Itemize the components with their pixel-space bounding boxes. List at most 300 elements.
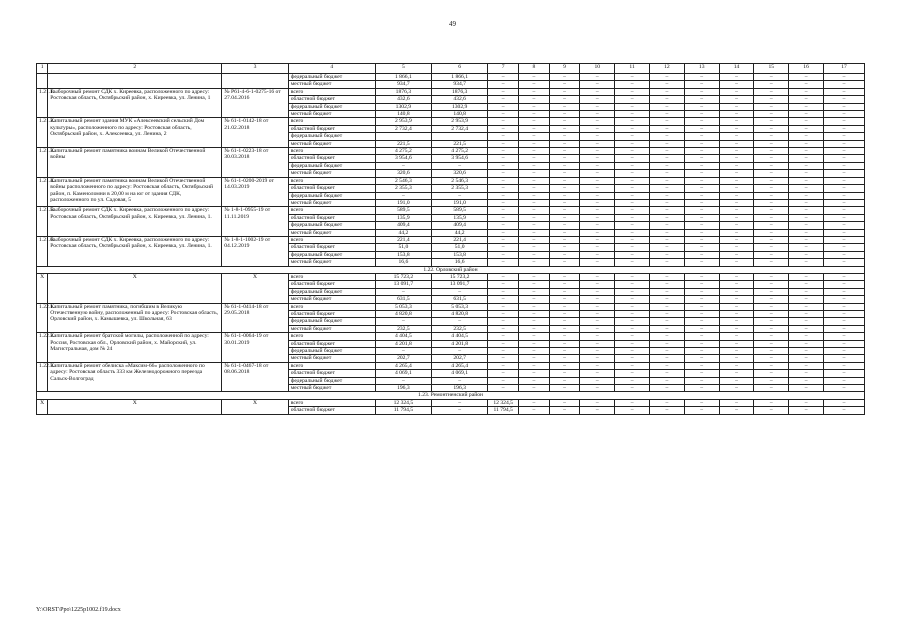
column-header: 16 xyxy=(789,64,824,74)
dash-cell: – xyxy=(823,111,864,118)
dash-cell: – xyxy=(580,273,615,280)
dash-cell: – xyxy=(719,192,754,199)
dash-cell: – xyxy=(580,162,615,169)
dash-cell: – xyxy=(754,325,789,332)
amount-cell: 15 723,2 xyxy=(432,273,488,280)
dash-cell: – xyxy=(488,385,519,392)
funding-source: федеральный бюджет xyxy=(288,318,375,325)
dash-cell: – xyxy=(789,333,824,340)
dash-cell: – xyxy=(580,229,615,236)
amount-cell: 4 069,1 xyxy=(375,370,431,377)
amount-cell: 2 732,4 xyxy=(432,125,488,132)
dash-cell: – xyxy=(789,340,824,347)
dash-cell: – xyxy=(488,311,519,318)
amount-cell: 202,7 xyxy=(432,355,488,362)
amount-cell: 4 069,1 xyxy=(432,370,488,377)
column-header: 4 xyxy=(288,64,375,74)
dash-cell: – xyxy=(789,370,824,377)
dash-cell: – xyxy=(488,288,519,295)
dash-cell: – xyxy=(719,318,754,325)
dash-cell: – xyxy=(754,103,789,110)
dash-cell: – xyxy=(580,111,615,118)
amount-cell: – xyxy=(432,288,488,295)
document-reference: № 61-1-0064-19 от 30.01.2019 xyxy=(222,333,289,363)
amount-cell: 409,4 xyxy=(432,222,488,229)
dash-cell: – xyxy=(789,177,824,184)
funding-source: федеральный бюджет xyxy=(288,251,375,258)
dash-cell: – xyxy=(488,96,519,103)
dash-cell: – xyxy=(684,385,719,392)
dash-cell: – xyxy=(488,355,519,362)
dash-cell: – xyxy=(684,118,719,125)
dash-cell: – xyxy=(754,318,789,325)
dash-cell: – xyxy=(615,370,650,377)
dash-cell: – xyxy=(488,222,519,229)
dash-cell: – xyxy=(684,318,719,325)
amount-cell: 221,5 xyxy=(432,140,488,147)
dash-cell: – xyxy=(519,185,550,192)
amount-cell: 631,5 xyxy=(432,296,488,303)
document-reference: № 1-8-1-0955-19 от 11.11.2019 xyxy=(222,207,289,237)
dash-cell: – xyxy=(615,177,650,184)
dash-cell: – xyxy=(519,385,550,392)
dash-cell: – xyxy=(754,407,789,414)
dash-cell: – xyxy=(519,325,550,332)
dash-cell: – xyxy=(488,177,519,184)
dash-cell: – xyxy=(719,96,754,103)
amount-cell: – xyxy=(375,192,431,199)
amount-cell xyxy=(375,133,431,140)
amount-cell: 191,0 xyxy=(432,199,488,206)
dash-cell: – xyxy=(823,281,864,288)
dash-cell: – xyxy=(754,355,789,362)
dash-cell: – xyxy=(549,214,580,221)
dash-cell: – xyxy=(789,296,824,303)
dash-cell: – xyxy=(754,81,789,88)
document-reference: № 61-1-0223-18 от 30.03.2018 xyxy=(222,148,289,178)
dash-cell: – xyxy=(719,296,754,303)
dash-cell: – xyxy=(789,362,824,369)
dash-cell: – xyxy=(519,333,550,340)
dash-cell: – xyxy=(684,192,719,199)
amount-cell: 153,8 xyxy=(432,251,488,258)
dash-cell: – xyxy=(789,162,824,169)
dash-cell: – xyxy=(650,348,685,355)
dash-cell: – xyxy=(615,96,650,103)
funding-source: областной бюджет xyxy=(288,125,375,132)
amount-cell: 196,3 xyxy=(432,385,488,392)
dash-cell: – xyxy=(789,170,824,177)
funding-source: местный бюджет xyxy=(288,140,375,147)
dash-cell: – xyxy=(754,399,789,406)
dash-cell: – xyxy=(684,96,719,103)
dash-cell: – xyxy=(684,125,719,132)
column-header: 13 xyxy=(684,64,719,74)
dash-cell: – xyxy=(549,340,580,347)
dash-cell: – xyxy=(823,103,864,110)
amount-cell: 589,5 xyxy=(432,207,488,214)
dash-cell: – xyxy=(549,355,580,362)
dash-cell: – xyxy=(549,377,580,384)
dash-cell: – xyxy=(719,170,754,177)
row-number: 1.21.1. xyxy=(37,88,48,118)
dash-cell: – xyxy=(719,244,754,251)
amount-cell: 11 794,5 xyxy=(488,407,519,414)
dash-cell: – xyxy=(823,81,864,88)
dash-cell: – xyxy=(684,251,719,258)
dash-cell: – xyxy=(580,311,615,318)
dash-cell: – xyxy=(580,88,615,95)
dash-cell: – xyxy=(754,155,789,162)
dash-cell: – xyxy=(789,281,824,288)
dash-cell: – xyxy=(719,155,754,162)
dash-cell: – xyxy=(519,88,550,95)
row-number: X xyxy=(37,399,48,414)
object-name: Капитальный ремонт памятника воинам Великой Отечественной войны расположенного по адресу: Ростовская область, Октябрьский район, п. Каменоломни в 20,00 м на юг от здания СДК, расположенного по ул. Садовая, 5 xyxy=(48,177,222,207)
dash-cell: – xyxy=(488,370,519,377)
dash-cell: – xyxy=(719,111,754,118)
dash-cell: – xyxy=(823,155,864,162)
amount-cell: 15 723,2 xyxy=(375,273,431,280)
section-row xyxy=(37,392,865,399)
dash-cell: – xyxy=(684,340,719,347)
amount-cell: – xyxy=(432,407,488,414)
dash-cell: – xyxy=(650,325,685,332)
amount-cell: 13 091,7 xyxy=(432,281,488,288)
amount-cell: 12 324,5 xyxy=(488,399,519,406)
dash-cell: – xyxy=(684,74,719,81)
funding-source: всего xyxy=(288,207,375,214)
dash-cell: – xyxy=(615,236,650,243)
dash-cell: – xyxy=(519,118,550,125)
dash-cell: – xyxy=(650,303,685,310)
dash-cell: – xyxy=(519,222,550,229)
dash-cell: – xyxy=(650,177,685,184)
dash-cell: – xyxy=(789,377,824,384)
dash-cell: – xyxy=(549,170,580,177)
dash-cell: – xyxy=(650,318,685,325)
dash-cell: – xyxy=(580,318,615,325)
funding-source: областной бюджет xyxy=(288,96,375,103)
amount-cell: 3 954,6 xyxy=(375,155,431,162)
dash-cell: – xyxy=(650,251,685,258)
dash-cell: – xyxy=(615,355,650,362)
document-reference: X xyxy=(222,273,289,303)
dash-cell: – xyxy=(650,273,685,280)
dash-cell: – xyxy=(580,288,615,295)
dash-cell: – xyxy=(754,362,789,369)
dash-cell: – xyxy=(754,259,789,266)
column-header: 2 xyxy=(48,64,222,74)
dash-cell: – xyxy=(488,296,519,303)
dash-cell: – xyxy=(580,222,615,229)
dash-cell: – xyxy=(650,370,685,377)
amount-cell: – xyxy=(375,348,431,355)
amount-cell: – xyxy=(432,377,488,384)
dash-cell: – xyxy=(519,340,550,347)
dash-cell: – xyxy=(615,385,650,392)
dash-cell: – xyxy=(549,74,580,81)
dash-cell: – xyxy=(519,273,550,280)
amount-cell: 3 954,6 xyxy=(432,155,488,162)
dash-cell: – xyxy=(650,162,685,169)
dash-cell: – xyxy=(823,385,864,392)
dash-cell: – xyxy=(719,355,754,362)
dash-cell: – xyxy=(549,311,580,318)
dash-cell: – xyxy=(488,170,519,177)
dash-cell: – xyxy=(650,140,685,147)
dash-cell: – xyxy=(719,370,754,377)
funding-source: местный бюджет xyxy=(288,199,375,206)
funding-source: областной бюджет xyxy=(288,340,375,347)
dash-cell: – xyxy=(789,74,824,81)
object-name xyxy=(48,74,222,89)
document-reference: № 61-1-0467-18 от 08.06.2018 xyxy=(222,362,289,392)
dash-cell: – xyxy=(684,140,719,147)
document-reference: № 61-1-0200-2019 от 14.03.2019 xyxy=(222,177,289,207)
dash-cell: – xyxy=(580,177,615,184)
dash-cell: – xyxy=(684,148,719,155)
funding-source: местный бюджет xyxy=(288,170,375,177)
dash-cell: – xyxy=(823,170,864,177)
dash-cell: – xyxy=(615,185,650,192)
amount-cell: 934,7 xyxy=(432,81,488,88)
budget-table xyxy=(36,63,865,415)
dash-cell: – xyxy=(488,88,519,95)
dash-cell: – xyxy=(823,273,864,280)
dash-cell: – xyxy=(823,192,864,199)
dash-cell: – xyxy=(719,303,754,310)
amount-cell: 4 265,4 xyxy=(375,362,431,369)
dash-cell: – xyxy=(519,155,550,162)
dash-cell: – xyxy=(549,192,580,199)
dash-cell: – xyxy=(754,311,789,318)
dash-cell: – xyxy=(580,236,615,243)
dash-cell: – xyxy=(823,207,864,214)
dash-cell: – xyxy=(615,251,650,258)
funding-source: федеральный бюджет xyxy=(288,133,375,140)
column-header: 14 xyxy=(719,64,754,74)
amount-cell: 191,0 xyxy=(375,199,431,206)
dash-cell: – xyxy=(615,399,650,406)
dash-cell: – xyxy=(754,333,789,340)
column-header: 11 xyxy=(615,64,650,74)
funding-source: областной бюджет xyxy=(288,311,375,318)
dash-cell: – xyxy=(684,311,719,318)
dash-cell: – xyxy=(519,229,550,236)
row-number: 1.22.1. xyxy=(37,303,48,333)
dash-cell: – xyxy=(754,177,789,184)
dash-cell: – xyxy=(754,244,789,251)
object-name: Капитальный ремонт братской могилы, расположенной по адресу: Россия, Ростовская обл., Орловский район, х. Майорский, ул. Магистральная, дом № 24 xyxy=(48,333,222,363)
dash-cell: – xyxy=(580,377,615,384)
row-number: 1.21.6. xyxy=(37,236,48,266)
dash-cell: – xyxy=(580,170,615,177)
dash-cell: – xyxy=(615,311,650,318)
funding-source: местный бюджет xyxy=(288,111,375,118)
dash-cell: – xyxy=(684,214,719,221)
dash-cell: – xyxy=(519,281,550,288)
dash-cell: – xyxy=(519,303,550,310)
dash-cell: – xyxy=(580,118,615,125)
object-name: Капитальный ремонт здания МУК «Алексеевский сельский Дом культуры», расположенного по адресу: Ростовская область, Октябрьский район, х. Алексеевка, ул. Ленина, 2 xyxy=(48,118,222,148)
dash-cell: – xyxy=(650,407,685,414)
dash-cell: – xyxy=(684,370,719,377)
dash-cell: – xyxy=(823,399,864,406)
dash-cell: – xyxy=(549,259,580,266)
dash-cell: – xyxy=(754,199,789,206)
dash-cell: – xyxy=(789,96,824,103)
dash-cell: – xyxy=(650,133,685,140)
dash-cell: – xyxy=(580,140,615,147)
dash-cell: – xyxy=(789,192,824,199)
object-name: X xyxy=(48,273,222,303)
dash-cell: – xyxy=(580,192,615,199)
dash-cell: – xyxy=(615,222,650,229)
dash-cell: – xyxy=(519,377,550,384)
column-header: 1 xyxy=(37,64,48,74)
dash-cell: – xyxy=(719,311,754,318)
dash-cell: – xyxy=(519,192,550,199)
dash-cell: – xyxy=(580,74,615,81)
row-number: 1.21.5. xyxy=(37,207,48,237)
column-header: 12 xyxy=(650,64,685,74)
funding-source: местный бюджет xyxy=(288,385,375,392)
dash-cell: – xyxy=(519,399,550,406)
dash-cell: – xyxy=(823,318,864,325)
dash-cell: – xyxy=(549,385,580,392)
amount-cell: 221,4 xyxy=(432,236,488,243)
dash-cell: – xyxy=(650,96,685,103)
dash-cell: – xyxy=(615,207,650,214)
dash-cell: – xyxy=(823,214,864,221)
amount-cell: 4 404,5 xyxy=(432,333,488,340)
dash-cell: – xyxy=(488,251,519,258)
dash-cell: – xyxy=(488,281,519,288)
dash-cell: – xyxy=(684,133,719,140)
dash-cell: – xyxy=(823,222,864,229)
dash-cell: – xyxy=(719,281,754,288)
dash-cell: – xyxy=(789,355,824,362)
amount-cell: 934,7 xyxy=(375,81,431,88)
dash-cell: – xyxy=(650,296,685,303)
dash-cell: – xyxy=(789,385,824,392)
dash-cell: – xyxy=(580,348,615,355)
header-row xyxy=(37,64,865,74)
amount-cell: 11 794,5 xyxy=(375,407,431,414)
dash-cell: – xyxy=(823,236,864,243)
row-number: X xyxy=(37,273,48,303)
funding-source: местный бюджет xyxy=(288,325,375,332)
dash-cell: – xyxy=(549,318,580,325)
dash-cell: – xyxy=(549,162,580,169)
dash-cell: – xyxy=(823,340,864,347)
dash-cell: – xyxy=(519,296,550,303)
dash-cell: – xyxy=(719,207,754,214)
amount-cell: 44,2 xyxy=(375,229,431,236)
dash-cell: – xyxy=(615,273,650,280)
dash-cell: – xyxy=(719,333,754,340)
dash-cell: – xyxy=(719,407,754,414)
amount-cell: 2 953,9 xyxy=(432,118,488,125)
amount-cell: 232,5 xyxy=(375,325,431,332)
dash-cell: – xyxy=(823,88,864,95)
dash-cell: – xyxy=(650,111,685,118)
dash-cell: – xyxy=(719,125,754,132)
document-reference: № 1-8-1-1002-19 от 04.12.2019 xyxy=(222,236,289,266)
amount-cell: 135,9 xyxy=(432,214,488,221)
amount-cell: 221,5 xyxy=(375,140,431,147)
dash-cell: – xyxy=(549,251,580,258)
dash-cell: – xyxy=(719,259,754,266)
dash-cell: – xyxy=(615,281,650,288)
footer-file-path: Y:\ORST\Ppo\1225p1002.f19.docx xyxy=(36,607,121,613)
dash-cell: – xyxy=(650,125,685,132)
dash-cell: – xyxy=(650,81,685,88)
amount-cell: 4 275,2 xyxy=(432,148,488,155)
funding-source: всего xyxy=(288,273,375,280)
table-row xyxy=(37,399,865,406)
amount-cell: 2 953,9 xyxy=(375,118,431,125)
dash-cell: – xyxy=(754,185,789,192)
object-name: Выборочный ремонт СДК х. Киреевка, расположенного по адресу: Ростовская область, Октябрьский район, х. Киреевка, ул. Ленина, 1. xyxy=(48,207,222,237)
table-row xyxy=(37,207,865,214)
amount-cell: 140,8 xyxy=(375,111,431,118)
dash-cell: – xyxy=(549,325,580,332)
dash-cell: – xyxy=(549,155,580,162)
dash-cell: – xyxy=(615,325,650,332)
dash-cell: – xyxy=(684,273,719,280)
dash-cell: – xyxy=(519,74,550,81)
funding-source: областной бюджет xyxy=(288,281,375,288)
dash-cell: – xyxy=(615,133,650,140)
dash-cell: – xyxy=(615,111,650,118)
dash-cell: – xyxy=(684,303,719,310)
column-header: 5 xyxy=(375,64,431,74)
row-number: 1.21.4. xyxy=(37,177,48,207)
dash-cell: – xyxy=(519,81,550,88)
column-header: 9 xyxy=(549,64,580,74)
amount-cell: 221,4 xyxy=(375,236,431,243)
dash-cell: – xyxy=(615,140,650,147)
row-number: 1.21.3. xyxy=(37,148,48,178)
dash-cell: – xyxy=(615,103,650,110)
dash-cell: – xyxy=(519,170,550,177)
funding-source: всего xyxy=(288,236,375,243)
dash-cell: – xyxy=(488,140,519,147)
dash-cell: – xyxy=(684,162,719,169)
dash-cell: – xyxy=(684,355,719,362)
amount-cell: – xyxy=(432,399,488,406)
dash-cell: – xyxy=(580,296,615,303)
dash-cell: – xyxy=(650,74,685,81)
dash-cell: – xyxy=(549,133,580,140)
section-row xyxy=(37,266,865,273)
dash-cell: – xyxy=(684,111,719,118)
dash-cell: – xyxy=(650,355,685,362)
dash-cell: – xyxy=(549,207,580,214)
funding-source: всего xyxy=(288,399,375,406)
dash-cell: – xyxy=(754,214,789,221)
dash-cell: – xyxy=(719,362,754,369)
dash-cell: – xyxy=(650,362,685,369)
amount-cell: 409,4 xyxy=(375,222,431,229)
dash-cell: – xyxy=(488,236,519,243)
dash-cell: – xyxy=(823,288,864,295)
funding-source: всего xyxy=(288,362,375,369)
funding-source: областной бюджет xyxy=(288,185,375,192)
funding-source: областной бюджет xyxy=(288,370,375,377)
